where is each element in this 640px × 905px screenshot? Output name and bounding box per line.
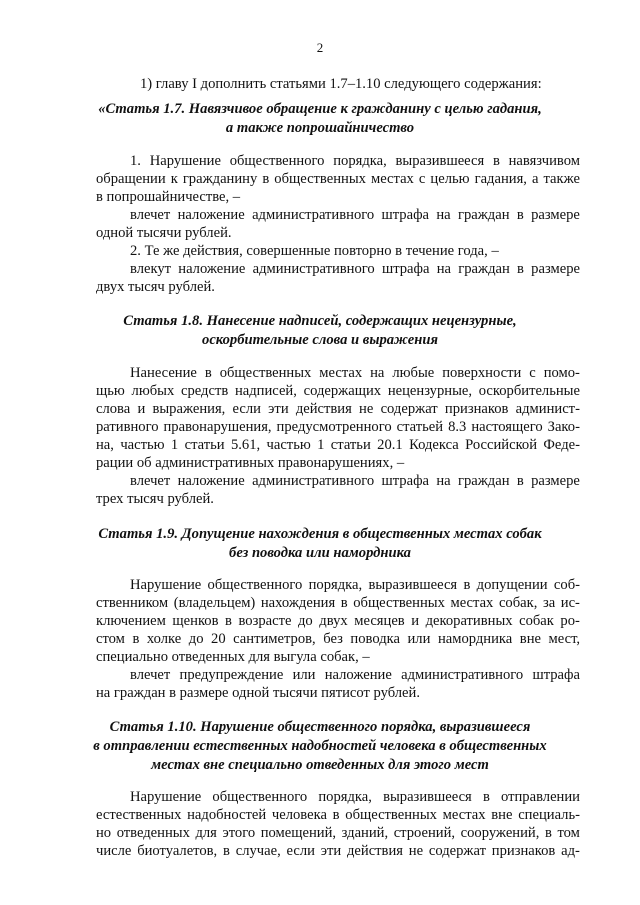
article-heading-line: местах вне специально отведенных для этого мест: [151, 757, 489, 773]
body-text-line: слова и выражения, если эти действия не содержат признаков админист-: [96, 401, 580, 417]
body-text-line: стом в холке до 20 сантиметров, без поводка или намордника вне мест,: [96, 631, 580, 647]
body-text-line: Нанесение в общественных местах на любые поверхности с помо-: [130, 365, 580, 381]
body-text-line: 2. Те же действия, совершенные повторно в течение года, –: [130, 243, 499, 259]
intro-line: 1) главу I дополнить статьями 1.7–1.10 следующего содержания:: [140, 76, 542, 92]
body-text-line: обращении к гражданину в общественных местах с целью гадания, а также: [96, 171, 580, 187]
article-heading-line: Статья 1.8. Нанесение надписей, содержащих нецензурные,: [123, 313, 517, 329]
body-text-line: 1. Нарушение общественного порядка, выразившееся в навязчивом: [130, 153, 580, 169]
article-heading-line: оскорбительные слова и выражения: [202, 332, 438, 348]
body-text-line: специально отведенных для выгула собак, –: [96, 649, 370, 665]
article-heading-line: Статья 1.10. Нарушение общественного порядка, выразившееся: [109, 719, 531, 735]
body-text-line: в попрошайничестве, –: [96, 189, 241, 205]
body-text-line: ственником (владельцем) нахождения в общественных местах собак, за ис-: [96, 595, 580, 611]
article-heading-line: без поводка или намордника: [229, 545, 411, 561]
body-text-line: одной тысячи рублей.: [96, 225, 232, 241]
body-text-line: ративного правонарушения, предусмотренного статьей 8.3 настоящего Зако-: [96, 419, 580, 435]
body-text-line: на, частью 1 статьи 5.61, частью 1 статьи 20.1 Кодекса Российской Феде-: [96, 437, 580, 453]
article-heading-line: «Статья 1.7. Навязчивое обращение к гражданину с целью гадания,: [98, 101, 542, 117]
body-text-line: естественных надобностей человека в общественных местах вне специаль-: [96, 807, 580, 823]
body-text-line: Нарушение общественного порядка, выразившееся в отправлении: [130, 789, 580, 805]
body-text-line: трех тысяч рублей.: [96, 491, 214, 507]
body-text-line: двух тысяч рублей.: [96, 279, 215, 295]
body-text-line: влечет наложение административного штрафа на граждан в размере: [130, 207, 580, 223]
body-text-line: ключением щенков в возрасте до двух месяцев и декоративных собак ро-: [96, 613, 580, 629]
body-text-line: Нарушение общественного порядка, выразившееся в допущении соб-: [130, 577, 580, 593]
body-text-line: влекут наложение административного штрафа на граждан в размере: [130, 261, 580, 277]
article-heading-line: Статья 1.9. Допущение нахождения в общественных местах собак: [98, 526, 542, 542]
body-text-line: но отведенных для этого помещений, зданий, строений, сооружений, в том: [96, 825, 580, 841]
body-text-line: влечет наложение административного штрафа на граждан в размере: [130, 473, 580, 489]
article-heading-line: а также попрошайничество: [225, 120, 415, 136]
article-heading-line: в отправлении естественных надобностей человека в общественных: [93, 738, 547, 754]
body-text-line: на граждан в размере одной тысячи пятисот рублей.: [96, 685, 420, 701]
body-text-line: щью любых средств надписей, содержащих нецензурные, оскорбительные: [96, 383, 580, 399]
page-number: 2: [316, 40, 324, 55]
body-text-line: влечет предупреждение или наложение административного штрафа: [130, 667, 580, 683]
body-text-line: числе биотуалетов, в случае, если эти действия не содержат признаков ад-: [96, 843, 580, 859]
body-text-line: рации об административных правонарушениях, –: [96, 455, 405, 471]
